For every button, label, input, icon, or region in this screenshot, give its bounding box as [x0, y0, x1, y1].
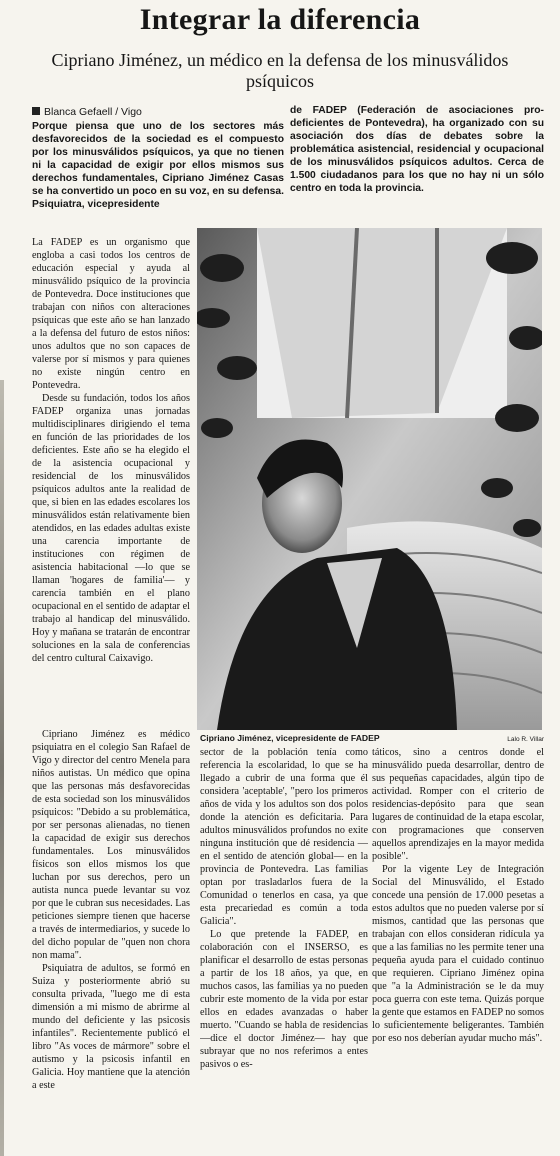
byline-square-icon [32, 107, 40, 115]
headline: Integrar la diferencia [139, 3, 421, 36]
portrait-photo [197, 228, 542, 730]
body-paragraph: Lo que pretende la FADEP, en colaboración con el INSERSO, es planificar el desarrollo de estas personas a partir de los 18 años, ya que, en muchos casos, las familias ya no pueden cubrir este momento de la vida por estar ellos en edades avanzadas o haber muerto. "Cuando se habla de residencias —dice el doctor Jiménez— hay que subrayar que no nos referimos a entes pasivos o es- [200, 929, 368, 1070]
body-column-1-bottom [32, 728, 190, 1152]
body-paragraph: Cipriano Jiménez es médico psiquiatra en el colegio San Rafael de Vigo y director del centro Menela para niños autistas. Un médico que opina que las personas más desfavorecidas de esta sociedad son los minusválidos psíquicos: "Debido a su problemática, por ser personas alienadas, no tienen la capacidad de exigir sus derechos fundamentales. Los minusválidos físicos son ellos mismos los que luchan por sus derechos, pero un autista nunca puede levantar su voz por que le cubran sus necesidades. Las peticiones siempre tienen que hacerse a través de intermediarios, y sucede lo del dicho popular de "quen non chora non mama". [32, 729, 190, 961]
portrait-photo-image [197, 228, 542, 730]
photo-credit: Lalo R. Villar [507, 736, 544, 743]
byline [32, 106, 282, 119]
photo-caption: Cipriano Jiménez, vicepresidente de FADEP [200, 733, 380, 743]
lead-paragraph-part-2: de FADEP (Federación de asociaciones pro-deficientes de Pontevedra), ha organizado con su asociación dos días de debates sobre la problemática asistencial, residencial y ocupacional de los minusválidos psíquicos adultos. Cerca de 1.500 ciudadanos para los que no hay ni un sólo centro en toda la provincia. [290, 105, 544, 194]
body-paragraph: Psiquiatra de adultos, se formó en Suiza y posteriormente abrió su consulta privada, "luego me di esta dimensión a mi mismo de abrirme al mundo del deficiente y las psicosis infantiles". Recientemente publicó el libro "As voces de mármore" sobre el autismo y la psicosis infantil en Galicia. Hoy mantiene que la atención a este [32, 963, 190, 1091]
body-paragraph: La FADEP es un organismo que engloba a casi todos los centros de educación especial y ayuda al minusválido psíquico de la provincia de Pontevedra. Doce instituciones que trabajan con niños con alteraciones psíquicas que este año se han lanzado a la defensa del futuro de estos niños: unos adultos que no son capaces de valerse por sí mismos y para quienes no existe ningún centro en Pontevedra. [32, 237, 190, 391]
body-column-2 [200, 746, 368, 1150]
body-paragraph: táticos, sino a centros donde el minusválido pueda desarrollar, dentro de sus pequeñas capacidades, algún tipo de actividad. Romper con el criterio de residencias-depósito para que sean lugares de continuidad de la etapa escolar, con programaciones que conserven aquellos aprendizajes en la mayor medida posible". [372, 747, 544, 862]
body-paragraph: Por la vigente Ley de Integración Social del Minusválido, el Estado concede una pensión de 17.000 pesetas a estos adultos que no pueden valerse por sí mismos, cantidad que las personas que trabajan con ellos consideran ridícula ya que a las familias no les permite tener una pequeña ayuda para el cuidado continuo que requieren. Cipriano Jiménez opina que "a la Administración se le da muy poca guerra con este tema. Quizás porque la gente que estamos en FADEP no somos lo suficientemente beligerantes. También por eso nos deberían ayudar mucho más". [372, 864, 544, 1044]
body-column-3 [372, 746, 544, 1150]
lead-paragraph-part-1: Porque piensa que uno de los sectores más desfavorecidos de la sociedad es el compuesto por los minusválidos psíquicos, ya que no tienen ni la capacidad de exigir por ellos mismos sus derechos fundamentales, Cipriano Jiménez Casas se ha convertido un poco en su voz, en su defensa. Psiquiatra, vicepresidente [32, 121, 284, 210]
body-paragraph: sector de la población tenía como referencia la escolaridad, lo que se ha llegado a cubrir de una forma que él considera 'aceptable', "pero los primeros años de vida y los adultos son dos polos donde la atención es deficitaria. Para adultos minusválidos profundos no exite ninguna institución que dé residencia —en el sentido de atención global— en la provincia de Pontevedra. Las familias optan por trasladarlos fuera de la Comunidad o tenerlos en casa, ya que esta precariedad es común a toda Galicia". [200, 747, 368, 927]
byline-text: Blanca Gefaell / Vigo [44, 106, 142, 118]
scan-edge-shadow [0, 380, 4, 1156]
body-paragraph: Desde su fundación, todos los años FADEP organiza unas jornadas multidisciplinares dirigiendo el tema en función de las prioridades de los deficientes. Este año se ha elegido el de la asistencia ocupacional y residencial de los minusválidos psíquicos adultos ante la realidad de que, si bien en las edades escolares los minusválidos están relativamente bien atendidos, en las edades adultas existe una carencia importante de instituciones con régimen de asistencia habitacional —lo que se llaman 'hogares de familia'— y carencia también en el plano ocupacional en el sentido de adaptar el trabajo al handicap del minusválido. Hoy y mañana se tratarán de encontrar soluciones en la sala de conferencias del centro cultural Caixavigo. [32, 393, 190, 664]
body-column-1-top [32, 236, 190, 730]
subheadline: Cipriano Jiménez, un médico en la defensa de los minusválidos psíquicos [51, 50, 509, 91]
